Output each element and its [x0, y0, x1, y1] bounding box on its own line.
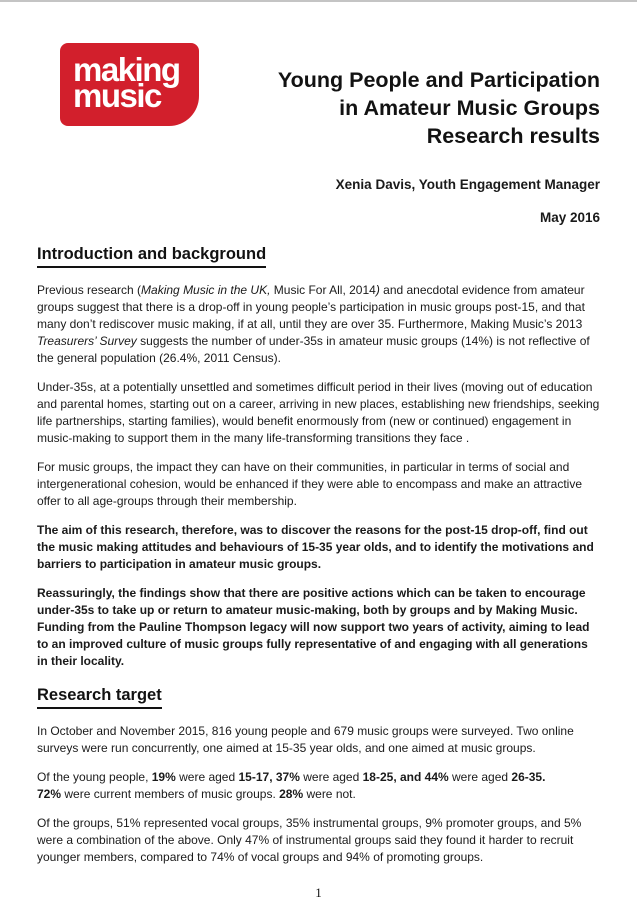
logo-line-music: music	[73, 77, 161, 114]
text-segment: 28%	[279, 787, 304, 801]
text-segment: 72%	[37, 787, 62, 801]
text-segment: 15-17,	[238, 770, 273, 784]
text-segment: Of the young people,	[37, 770, 152, 784]
paragraph	[37, 815, 600, 866]
text-segment: The aim of this research, therefore, was to discover the reasons for the post-15 drop-off, find out the music making attitudes and behaviours of 15-35 year olds, and to identify the motivations and barriers to participation in amateur music groups.	[37, 523, 594, 571]
document-date: May 2016	[539, 210, 600, 225]
text-segment: suggests the number of under-35s in amateur music groups (14%) is not reflective of the general population (26.4%, 2011 Census).	[37, 334, 590, 365]
text-segment: Music For All, 2014	[270, 283, 376, 297]
text-segment: were not.	[303, 787, 356, 801]
paragraph	[37, 459, 600, 510]
text-segment: Previous research (	[37, 283, 142, 297]
title-line-3: Research results	[426, 124, 600, 148]
text-segment: 19%	[151, 770, 176, 784]
text-segment: 18-25, and 44%	[362, 770, 449, 784]
title-line-2: in Amateur Music Groups	[339, 96, 600, 120]
section-heading-introduction-text: Introduction and background	[37, 245, 266, 268]
section-heading-introduction	[37, 245, 600, 268]
text-segment: 37%	[275, 770, 300, 784]
logo-wordmark	[60, 43, 199, 114]
text-segment: Making Music in the UK,	[141, 283, 271, 297]
text-segment: For music groups, the impact they can have on their communities, in particular in terms of social and intergenerational cohesion, would be enhanced if they were able to encompass and make an attractive offer to all age-groups through their membership.	[37, 460, 583, 508]
making-music-logo	[60, 43, 199, 126]
paragraph	[37, 769, 600, 803]
research-paragraphs	[37, 723, 600, 866]
text-segment: were aged	[175, 770, 239, 784]
section-heading-research-target	[37, 686, 600, 709]
section-heading-research-target-text: Research target	[37, 686, 162, 709]
title-line-1: Young People and Participation	[277, 68, 600, 92]
logo-line-making: making	[73, 51, 180, 88]
paragraph	[37, 522, 600, 573]
text-segment: In October and November 2015, 816 young people and 679 music groups were surveyed. Two online surveys were run concurrently, one aimed at 15-35 year olds, and one aimed at music groups.	[37, 724, 574, 755]
paragraph	[37, 282, 600, 367]
text-segment: Reassuringly, the findings show that there are positive actions which can be taken to encourage under-35s to take up or return to amateur music-making, both by groups and by Making Music. Funding from the Pauline Thompson legacy will now support two years of activity, aiming to lead to an improved culture of music groups fully representative of and engaging with all generations in their locality.	[37, 586, 590, 668]
paragraph	[37, 585, 600, 670]
page-content	[37, 66, 600, 866]
text-segment: Under-35s, at a potentially unsettled and sometimes difficult period in their lives (moving out of education and parental homes, starting out on a career, arriving in new places, establishing new friendships, seeking life partnerships, starting families), would benefit enormously from (new or continued) engagement in music-making to support them in the many life-transforming transitions they face .	[37, 380, 600, 445]
text-segment: and anecdotal evidence from amateur groups suggest that there is a drop-off in young people’s participation in music groups post-15, and that many don’t rediscover music making, if at all, until they are over 35. Furthermore, Making Music’s 2013	[37, 283, 585, 331]
text-segment: Treasurers’ Survey	[37, 334, 137, 348]
text-segment: )	[375, 283, 380, 297]
text-segment: were aged	[299, 770, 363, 784]
text-segment: were aged	[448, 770, 512, 784]
paragraph	[37, 379, 600, 447]
intro-paragraphs	[37, 282, 600, 670]
page-top-edge	[0, 0, 637, 2]
byline: Xenia Davis, Youth Engagement Manager	[335, 177, 600, 192]
text-segment: Of the groups, 51% represented vocal groups, 35% instrumental groups, 9% promoter groups, and 5% were a combination of the above. Only 47% of instrumental groups said they found it harder to recruit younger members, compared to 74% of vocal groups and 94% of promoting groups.	[37, 816, 582, 864]
page-number: 1	[315, 885, 322, 900]
text-segment: were current members of music groups.	[61, 787, 280, 801]
paragraph	[37, 723, 600, 757]
text-segment: 26-35.	[511, 770, 546, 784]
